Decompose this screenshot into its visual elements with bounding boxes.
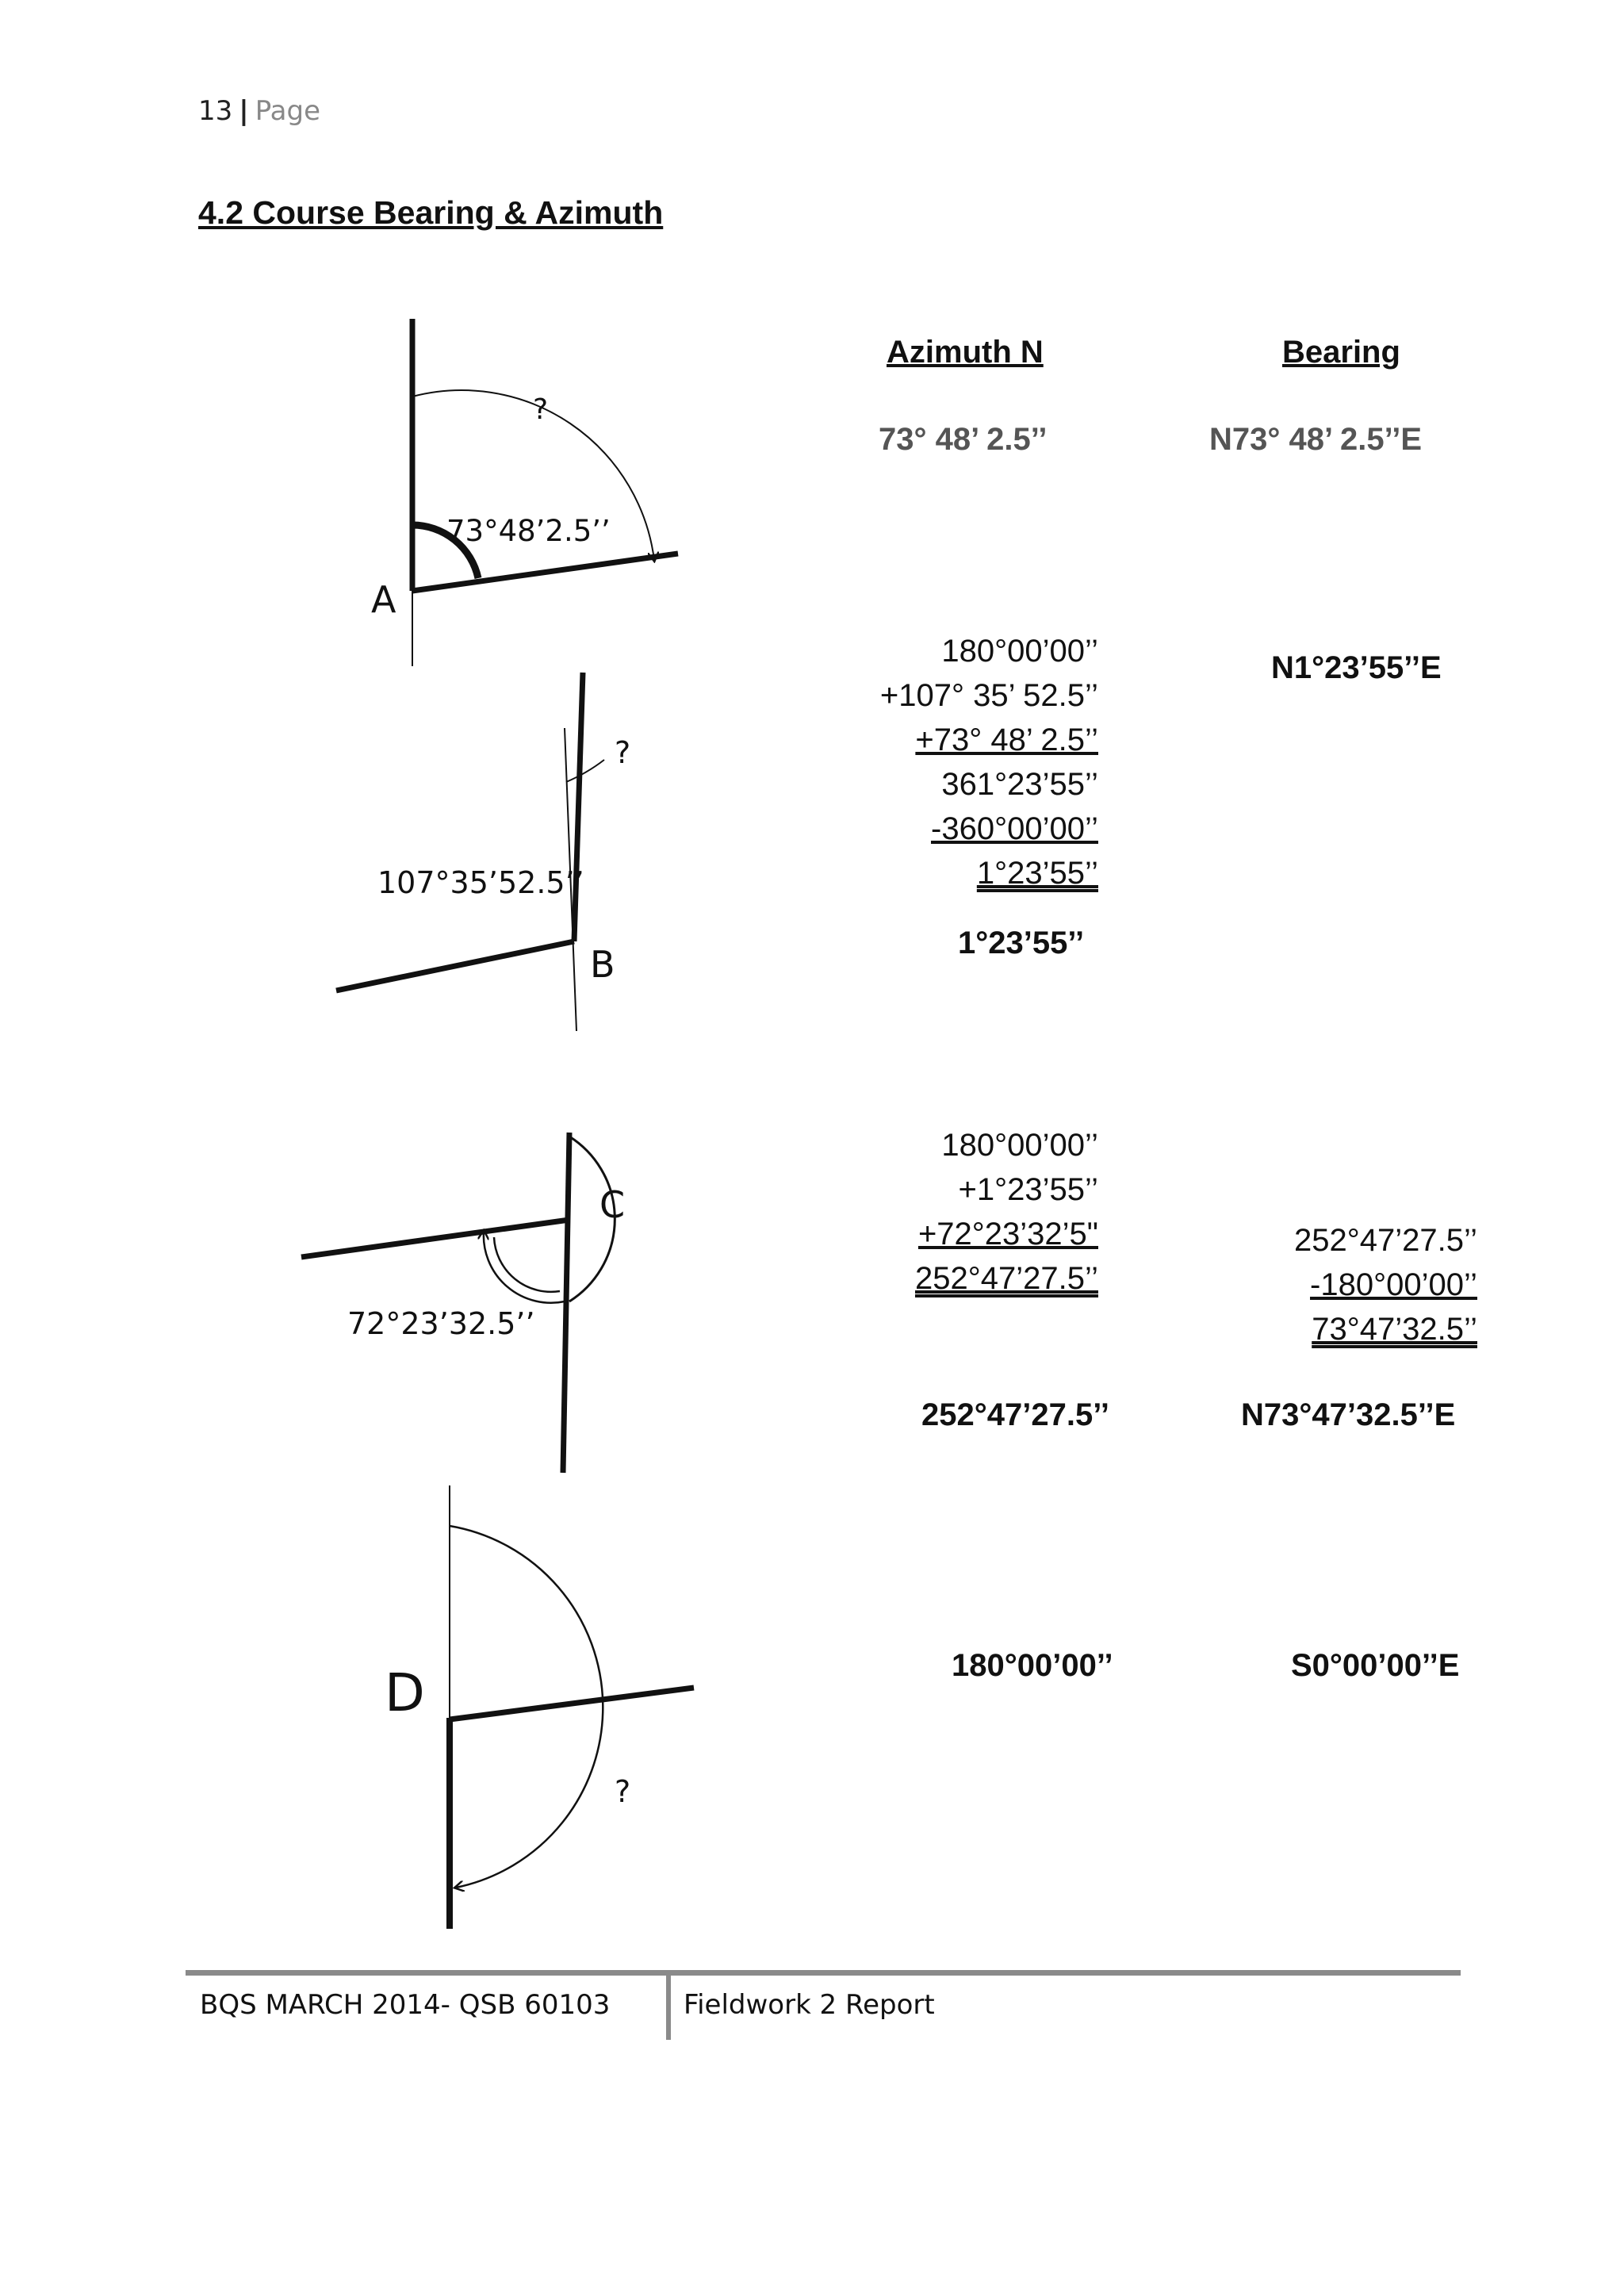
station-d-unknown-mark: ? (615, 1774, 631, 1809)
station-b-course-line (574, 673, 583, 941)
footer-rule (186, 1970, 1461, 1976)
footer-divider (666, 1975, 671, 2040)
station-a-angle-label: 73°48’2.5’’ (446, 514, 611, 548)
station-b-calc-line: 361°23’55’’ (941, 767, 1098, 802)
station-b-unknown-arc (566, 760, 604, 782)
station-a-course-line (412, 554, 678, 591)
station-b-unknown-mark: ? (615, 735, 631, 770)
station-d-course-line (450, 1688, 694, 1719)
station-b-back-line (336, 941, 574, 991)
station-c-north-line (563, 1133, 569, 1473)
station-b-azimuth: 1°23’55’’ (958, 926, 1085, 960)
header-separator: | (239, 95, 249, 127)
station-c-label: C (599, 1183, 626, 1226)
station-b-angle-label: 107°35’52.5’’ (377, 865, 584, 900)
station-a-unknown-mark: ? (533, 393, 549, 426)
station-b-calc-result: 1°23’55’’ (976, 856, 1098, 891)
station-c-angle-label: 72°23’32.5’’ (347, 1306, 535, 1341)
bearing-column-header: Bearing (1282, 335, 1400, 370)
station-b-label: B (590, 943, 615, 986)
station-d-label: D (385, 1662, 425, 1723)
station-c-bearing-calc-line: -180°00’00’’ (1310, 1267, 1477, 1302)
station-c-calc-result: 252°47’27.5’’ (914, 1261, 1098, 1296)
page-word: Page (255, 95, 320, 127)
station-c-diagram (301, 1133, 625, 1473)
page-number: 13 (198, 95, 233, 127)
station-b-calc-line: +73° 48’ 2.5’’ (915, 723, 1098, 757)
station-c-calc-line: +72°23’32’5" (917, 1217, 1098, 1251)
station-b-diagram (336, 673, 630, 1031)
station-c-calculation (793, 1123, 1098, 1301)
station-c-calc-line: +1°23’55’’ (958, 1172, 1098, 1207)
station-a-diagram (371, 319, 678, 666)
station-a-label: A (371, 578, 396, 621)
station-b-calc-line: +107° 35’ 52.5’’ (879, 678, 1098, 713)
station-b-calc-line: -360°00’00’’ (931, 811, 1098, 846)
station-c-azimuth: 252°47’27.5’’ (921, 1397, 1109, 1432)
station-c-bearing: N73°47’32.5’’E (1241, 1397, 1456, 1432)
station-d-bearing: S0°00’00’’E (1291, 1648, 1460, 1683)
station-b-calc-line: 180°00’00’’ (941, 634, 1098, 669)
station-a-azimuth: 73° 48’ 2.5’’ (879, 422, 1048, 457)
station-b-calculation (825, 629, 1098, 895)
footer-course-code: BQS MARCH 2014- QSB 60103 (200, 1989, 611, 2021)
footer-report-title: Fieldwork 2 Report (684, 1989, 935, 2021)
station-c-back-line (301, 1220, 569, 1257)
azimuth-column-header: Azimuth N (887, 335, 1044, 370)
station-c-bearing-calc-line: 252°47’27.5’’ (1293, 1223, 1477, 1258)
station-b-bearing: N1°23’55’’E (1271, 650, 1442, 685)
station-d-azimuth: 180°00’00’’ (952, 1648, 1113, 1683)
station-d-diagram (385, 1485, 694, 1929)
station-c-bearing-calc-result: 73°47’32.5’’ (1312, 1312, 1477, 1347)
station-c-bearing-calculation (1229, 1218, 1477, 1351)
station-c-calc-line: 180°00’00’’ (941, 1128, 1098, 1163)
station-a-bearing: N73° 48’ 2.5’’E (1209, 422, 1423, 457)
section-title: 4.2 Course Bearing & Azimuth (198, 194, 664, 231)
